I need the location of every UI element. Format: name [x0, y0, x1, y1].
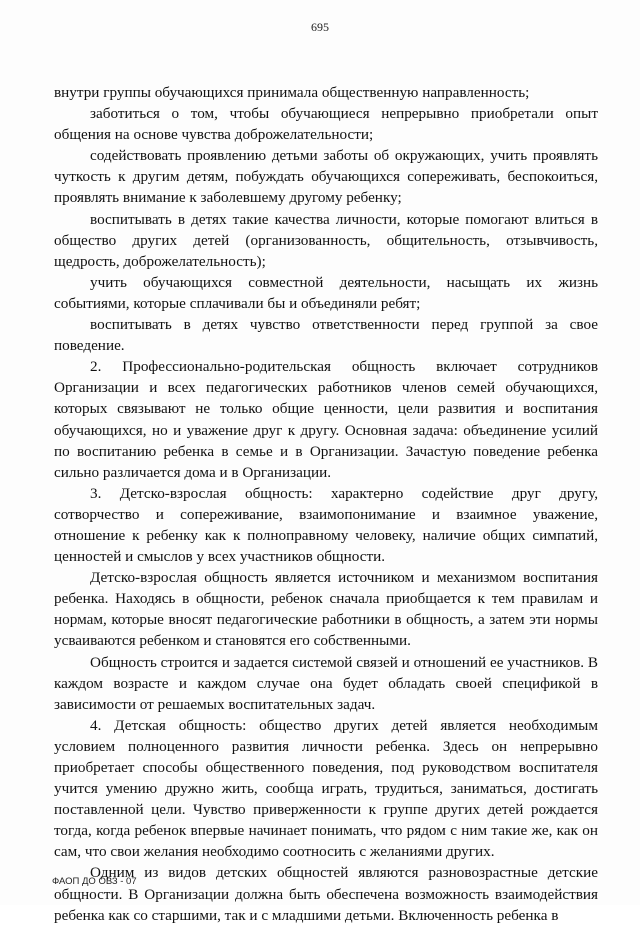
document-body	[54, 82, 598, 926]
body-paragraph: воспитывать в детях такие качества личности, которые помогают влиться в общество других детей (организованность, общительность, отзывчивость, щедрость, доброжелательность);	[54, 210, 598, 270]
body-paragraph: 3. Детско-взрослая общность: характерно содействие друг другу, сотворчество и сопереживание, взаимопонимание и взаимное уважение, отношение к ребенку как к полноправному человеку, наличие общих симпатий, ценностей и смыслов у всех участников общности.	[54, 484, 598, 566]
body-paragraph: внутри группы обучающихся принимала общественную направленность;	[54, 84, 530, 101]
body-paragraph: Детско-взрослая общность является источником и механизмом воспитания ребенка. Находясь в общности, ребенок сначала приобщается к тем правилам и нормам, которые вносят педагогические работники в общность, а затем эти нормы усваиваются ребенком и становятся его собственными.	[54, 569, 598, 650]
body-paragraph: учить обучающихся совместной деятельности, насыщать их жизнь событиями, которые сплачивали бы и объединяли ребят;	[54, 273, 598, 312]
body-paragraph: 2. Профессионально-родительская общность включает сотрудников Организации и всех педагогических работников членов семей обучающихся, которых связывают не только общие ценности, цели развития и воспитания обучающихся, но и уважение друг к другу. Основная задача: объединение усилий по воспитанию ребенка в семье и в Организации. Зачастую поведение ребенка сильно различается дома и в Организации.	[54, 358, 598, 481]
body-paragraph: 4. Детская общность: общество других детей является необходимым условием полноценного развития личности ребенка. Здесь он непрерывно приобретает способы общественного поведения, под руководством воспитателя учится умению дружно жить, сообща играть, трудиться, заниматься, достигать поставленной цели. Чувство приверженности к группе других детей рождается тогда, когда ребенок впервые начинает понимать, что рядом с ним такие же, как он сам, что свои желания необходимо соотносить с желаниями других.	[54, 716, 598, 861]
body-paragraph: воспитывать в детях чувство ответственности перед группой за свое поведение.	[54, 316, 598, 355]
page-footer: ФАОП ДО ОВЗ - 07	[52, 876, 137, 887]
page-number: 695	[311, 20, 329, 34]
body-paragraph: содействовать проявлению детьми заботы об окружающих, учить проявлять чуткость к другим детям, побуждать обучающихся сопереживать, беспокоиться, проявлять внимание к заболевшему другому ребенку;	[54, 147, 598, 207]
body-paragraph: Общность строится и задается системой связей и отношений ее участников. В каждом возрасте и каждом случае она будет обладать своей спецификой в зависимости от решаемых воспитательных задач.	[54, 653, 598, 713]
body-paragraph: заботиться о том, чтобы обучающиеся непрерывно приобретали опыт общения на основе чувства доброжелательности;	[54, 105, 598, 144]
body-paragraph: Одним из видов детских общностей являются разновозрастные детские общности. В Организации должна быть обеспечена возможность взаимодействия ребенка как со старшими, так и с младшими детьми. Включенность ребенка в	[54, 864, 598, 924]
